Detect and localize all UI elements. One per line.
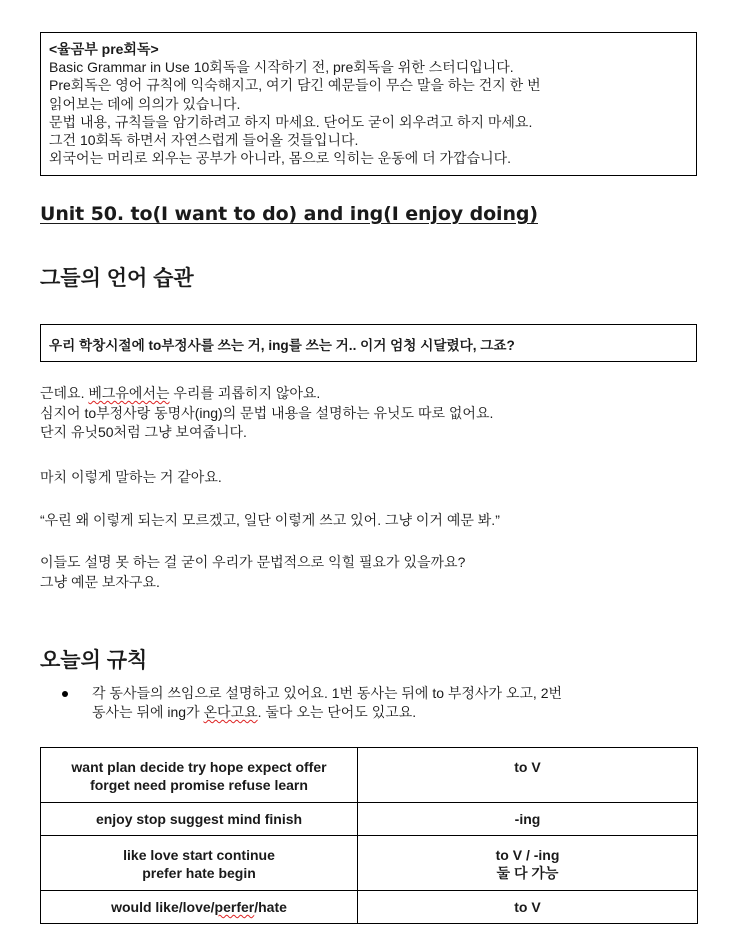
section-heading-language-habit: 그들의 언어 습관 [40,267,194,290]
paragraph-line: 마치 이렇게 말하는 거 같아요. [40,469,222,485]
table-row [41,891,698,924]
text: would like/love/ [111,899,215,915]
text: 우리를 괴롭히지 않아요. [169,385,321,401]
intro-line: 문법 내용, 규칙들을 암기하려고 하지 마세요. 단어도 굳이 외우려고 하지 마세요. [49,113,533,130]
table-row [41,748,698,803]
table-row [41,803,698,836]
spellcheck-word: 온다고요 [203,704,258,720]
paragraph-block [40,384,700,443]
table-row [41,836,698,891]
section-heading-todays-rule: 오늘의 규칙 [40,649,148,672]
verbs-cell [41,891,358,924]
paragraph-line: “우린 왜 이렇게 되는지 모르겠고, 일단 이렇게 쓰고 있어. 그냥 이거 예문 봐.” [40,512,500,528]
intro-line: Pre회독은 영어 규칙에 익숙해지고, 여기 담긴 예문들이 무슨 말을 하는 건지 한 번 [49,77,541,94]
verbs-line: want plan decide try hope expect offer [71,759,327,775]
form-cell: -ing [358,803,698,836]
text: 동사는 뒤에 ing가 [92,704,204,720]
paragraph-line: 이들도 설명 못 하는 걸 굳이 우리가 문법적으로 익힐 필요가 있을까요? [40,554,466,570]
verbs-cell: enjoy stop suggest mind finish [41,803,358,836]
paragraph-block [40,553,700,592]
form-cell [358,836,698,891]
verbs-line: prefer hate begin [142,865,256,881]
quote-box: 우리 학창시절에 to부정사를 쓰는 거, ing를 쓰는 거.. 이거 엄청 시달렸다, 그죠? [40,324,697,362]
bullet-icon [62,691,68,697]
bullet-line: 각 동사들의 쓰임으로 설명하고 있어요. 1번 동사는 뒤에 to 부정사가 오고, 2번 [92,685,563,701]
paragraph-line [40,384,700,404]
form-line: 둘 다 가능 [496,865,559,881]
form-cell: to V [358,891,698,924]
form-line: to V / -ing [495,847,560,863]
spellcheck-word: perfer [214,899,255,915]
intro-line: 외국어는 머리로 외우는 공부가 아니라, 몸으로 익히는 운동에 더 가깝습니다. [49,150,512,167]
paragraph-line: 그냥 예문 보자구요. [40,573,160,590]
text: . 둘다 오는 단어도 있고요. [257,704,417,720]
intro-line: 그건 10회독 하면서 자연스럽게 들어올 것들입니다. [49,132,359,149]
spellcheck-word: 베그유에서는 [88,385,170,401]
intro-box [40,32,697,176]
verbs-line: like love start continue [123,847,275,863]
verbs-cell [41,748,358,803]
bullet-item [68,684,678,722]
form-line: to V [514,759,541,775]
rules-table [40,747,698,924]
intro-title: <율곰부 pre회독> [49,41,159,57]
intro-line: 읽어보는 데에 의의가 있습니다. [49,95,241,112]
form-cell [358,748,698,803]
paragraph-line: 심지어 to부정사랑 동명사(ing)의 문법 내용을 설명하는 유닛도 따로 없어요. [40,404,494,421]
paragraph-line: 단지 유닛50처럼 그냥 보여줍니다. [40,424,247,440]
bullet-line [68,703,678,722]
intro-line: Basic Grammar in Use 10회독을 시작하기 전, pre회독을 위한 스터디입니다. [49,59,514,76]
verbs-cell [41,836,358,891]
text: 근데요. [40,385,89,401]
unit-title: Unit 50. to(I want to do) and ing(I enjoy doing) [40,203,538,225]
text: /hate [254,899,287,915]
verbs-line: forget need promise refuse learn [90,777,308,793]
